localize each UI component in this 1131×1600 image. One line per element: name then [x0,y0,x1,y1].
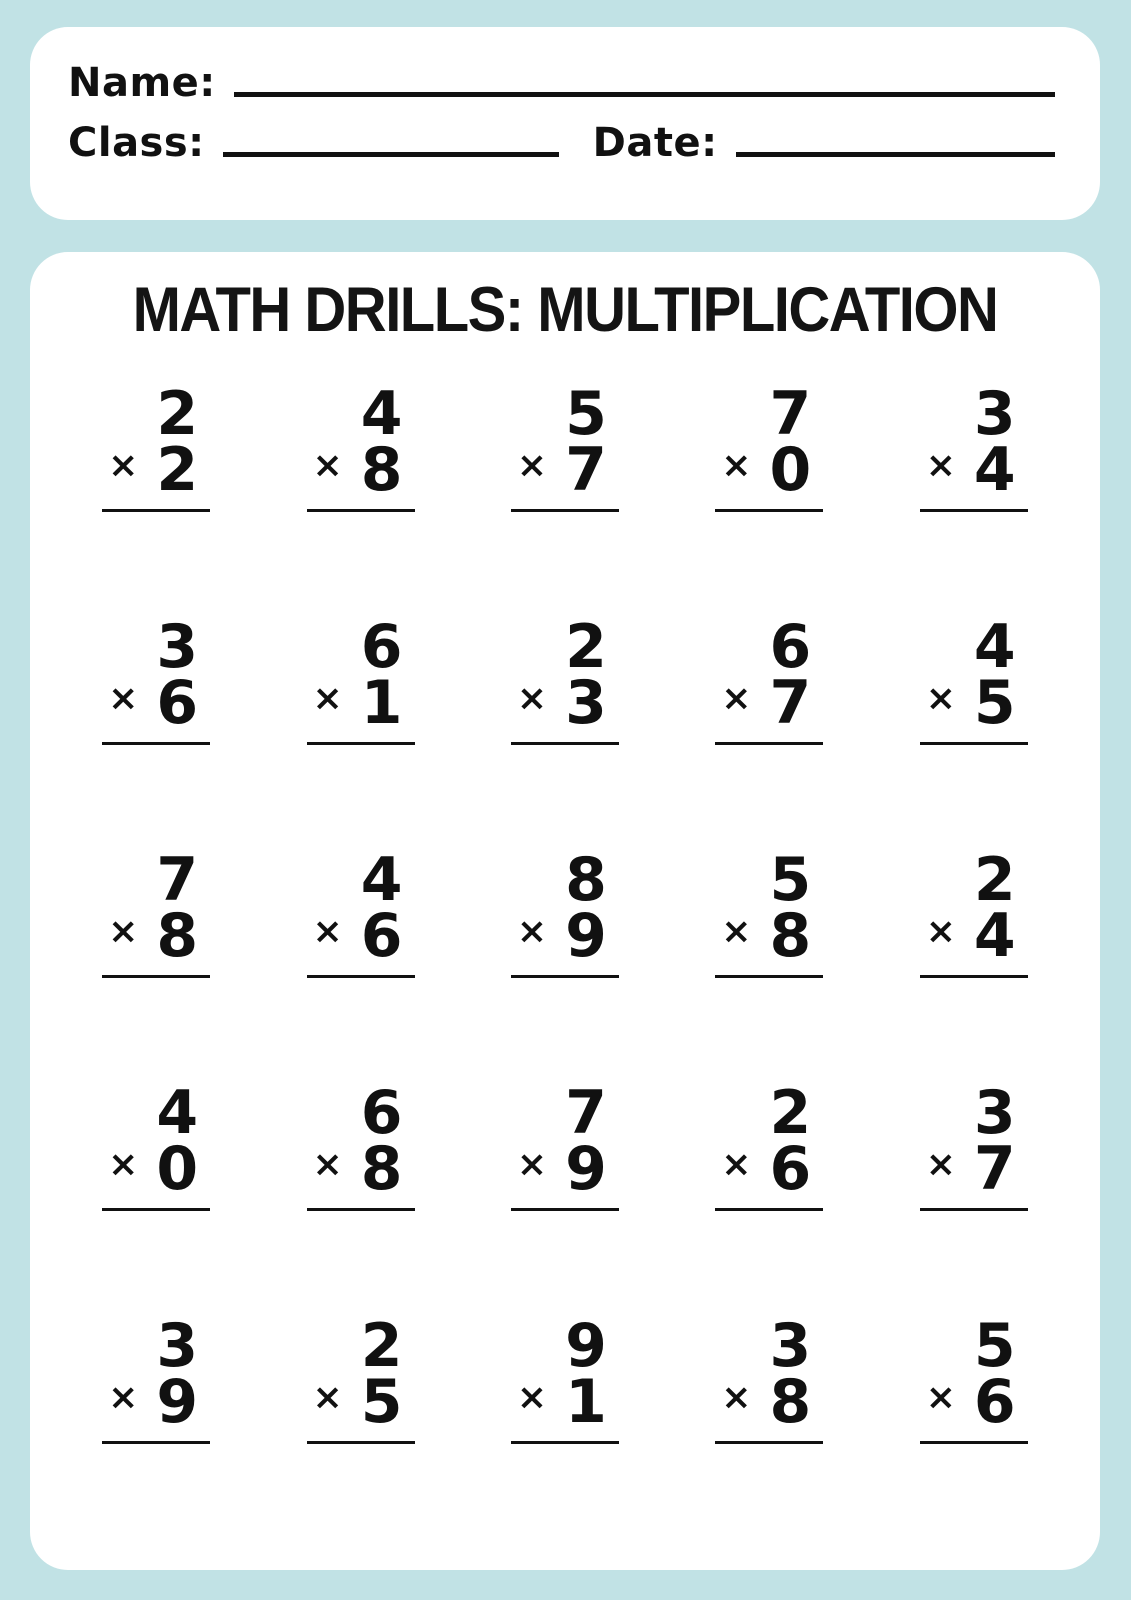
multiply-sign-icon: × [312,445,343,487]
date-label: Date: [592,120,718,166]
answer-line [511,509,619,512]
multiplication-problem [715,1078,823,1319]
answer-line [307,742,415,745]
top-operand: 7 [156,845,199,915]
bottom-operand: 8 [360,435,403,506]
bottom-operand: 1 [360,668,403,739]
multiply-sign-icon: × [721,911,752,953]
multiply-sign-icon: × [312,678,343,720]
bottom-operand: 4 [973,435,1016,506]
multiply-sign-icon: × [721,1377,752,1419]
multiplication-problem [920,379,1028,620]
bottom-operand: 8 [769,901,812,972]
bottom-operand: 7 [769,668,812,739]
answer-line [920,975,1028,978]
multiplication-problem [920,1078,1028,1319]
answer-line [920,509,1028,512]
answer-line [920,742,1028,745]
answer-line [102,509,210,512]
top-operand: 5 [565,379,607,449]
bottom-operand: 6 [769,1134,812,1205]
answer-line [715,1208,823,1211]
multiplication-problem [307,845,415,1086]
multiply-sign-icon: × [108,445,139,487]
student-info-card [30,27,1100,220]
multiply-sign-icon: × [108,911,139,953]
answer-line [920,1441,1028,1444]
multiplication-problem [307,612,415,853]
answer-line [715,509,823,512]
multiply-sign-icon: × [312,1377,343,1419]
answer-line [102,975,210,978]
bottom-operand: 8 [769,1367,812,1438]
multiply-sign-icon: × [516,678,548,720]
top-operand: 9 [565,1311,607,1381]
multiply-sign-icon: × [721,445,752,487]
bottom-operand: 8 [360,1134,403,1205]
answer-line [511,1441,619,1444]
multiply-sign-icon: × [925,1144,956,1186]
bottom-operand: 6 [973,1367,1016,1438]
answer-line [715,1441,823,1444]
multiplication-problem [102,1311,210,1552]
multiply-sign-icon: × [516,911,548,953]
multiply-sign-icon: × [925,911,956,953]
multiplication-problem [920,1311,1028,1552]
top-operand: 4 [360,845,403,915]
bottom-operand: 9 [565,1134,607,1205]
multiply-sign-icon: × [925,445,956,487]
multiply-sign-icon: × [516,445,548,487]
multiplication-problem [511,1078,619,1319]
top-operand: 6 [360,612,403,682]
name-label: Name: [68,60,216,106]
multiply-sign-icon: × [516,1377,548,1419]
multiplication-problem [511,845,619,1086]
top-operand: 4 [156,1078,199,1148]
bottom-operand: 5 [360,1367,403,1438]
multiplication-problem [102,845,210,1086]
class-write-line [223,152,559,157]
multiply-sign-icon: × [925,1377,956,1419]
class-date-row [68,121,1055,165]
top-operand: 3 [156,1311,199,1381]
problems-grid [54,379,1076,1552]
top-operand: 4 [360,379,403,449]
top-operand: 6 [360,1078,403,1148]
bottom-operand: 9 [565,901,607,972]
answer-line [715,742,823,745]
top-operand: 3 [973,1078,1016,1148]
bottom-operand: 6 [156,668,199,739]
answer-line [511,742,619,745]
multiplication-problem [715,379,823,620]
bottom-operand: 2 [156,435,199,506]
answer-line [102,1441,210,1444]
multiply-sign-icon: × [516,1144,548,1186]
answer-line [920,1208,1028,1211]
bottom-operand: 0 [769,435,812,506]
multiplication-problem [715,612,823,853]
name-row [68,61,1055,105]
multiplication-problem [920,845,1028,1086]
top-operand: 7 [769,379,812,449]
bottom-operand: 3 [565,668,607,739]
bottom-operand: 8 [156,901,199,972]
multiplication-problem [307,1311,415,1552]
multiply-sign-icon: × [925,678,956,720]
multiply-sign-icon: × [108,1377,139,1419]
top-operand: 4 [973,612,1016,682]
multiplication-problem [307,379,415,620]
answer-line [102,742,210,745]
date-write-line [736,152,1055,157]
multiply-sign-icon: × [721,1144,752,1186]
answer-line [102,1208,210,1211]
bottom-operand: 9 [156,1367,199,1438]
multiply-sign-icon: × [721,678,752,720]
answer-line [715,975,823,978]
top-operand: 8 [565,845,607,915]
bottom-operand: 7 [565,435,607,506]
multiplication-problem [511,1311,619,1552]
top-operand: 5 [973,1311,1016,1381]
top-operand: 2 [769,1078,812,1148]
multiplication-problem [102,612,210,853]
bottom-operand: 0 [156,1134,199,1205]
top-operand: 2 [156,379,199,449]
answer-line [511,1208,619,1211]
multiply-sign-icon: × [312,911,343,953]
top-operand: 2 [973,845,1016,915]
answer-line [307,1208,415,1211]
bottom-operand: 1 [565,1367,607,1438]
bottom-operand: 6 [360,901,403,972]
top-operand: 3 [156,612,199,682]
top-operand: 3 [769,1311,812,1381]
top-operand: 6 [769,612,812,682]
name-write-line [234,92,1055,97]
multiply-sign-icon: × [108,678,139,720]
top-operand: 5 [769,845,812,915]
multiplication-problem [102,1078,210,1319]
worksheet-card [30,252,1100,1570]
class-label: Class: [68,120,205,166]
multiply-sign-icon: × [108,1144,139,1186]
multiplication-problem [715,845,823,1086]
multiplication-problem [511,612,619,853]
top-operand: 3 [973,379,1016,449]
bottom-operand: 7 [973,1134,1016,1205]
bottom-operand: 4 [973,901,1016,972]
answer-line [307,1441,415,1444]
top-operand: 2 [565,612,607,682]
multiplication-problem [920,612,1028,853]
answer-line [307,975,415,978]
top-operand: 7 [565,1078,607,1148]
answer-line [511,975,619,978]
multiply-sign-icon: × [312,1144,343,1186]
multiplication-problem [715,1311,823,1552]
answer-line [307,509,415,512]
top-operand: 2 [360,1311,403,1381]
multiplication-problem [307,1078,415,1319]
multiplication-problem [511,379,619,620]
worksheet-title: MATH DRILLS: MULTIPLICATION [132,275,998,346]
bottom-operand: 5 [973,668,1016,739]
multiplication-problem [102,379,210,620]
